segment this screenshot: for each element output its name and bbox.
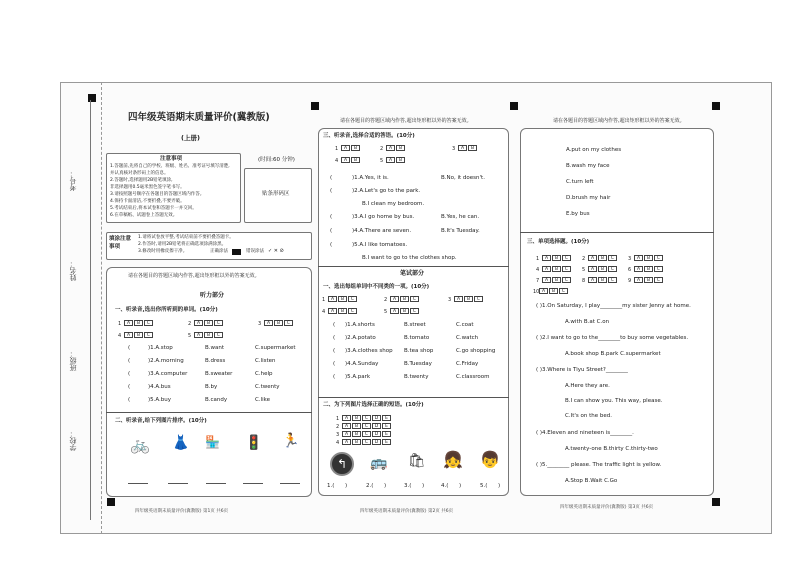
written-heading: 笔试部分 — [400, 270, 425, 277]
option-a: )3.A.clothes shop — [345, 348, 393, 354]
row-paren: ( — [128, 384, 131, 390]
registration-mark — [712, 498, 720, 506]
option-box-a[interactable]: A — [542, 255, 551, 261]
notes-line: 3.请按照题号顺序在各题目的答题区域内作答。 — [110, 192, 205, 197]
binding-line — [90, 100, 91, 520]
bicycle-icon: 🚲 — [130, 435, 150, 454]
phrase-choice: D.brush my hair — [566, 195, 611, 201]
answer-slot: ) — [422, 483, 425, 489]
exam-title: 四年级英语期末质量评价(冀教版) — [128, 112, 270, 123]
answer-group — [536, 255, 572, 262]
question-number: 2 — [380, 145, 384, 152]
row-paren: ( — [333, 361, 336, 367]
question-number: 1 — [118, 320, 122, 327]
option-a: )4.A.Sunday — [345, 361, 379, 367]
option-a: )1.A.Yes, it is. — [352, 175, 389, 181]
row-paren: ( — [330, 188, 333, 194]
option-box-c[interactable]: C — [362, 423, 371, 429]
traffic-light-icon: 🚦 — [245, 435, 263, 451]
question-number: 9 — [628, 277, 632, 284]
option-box-d[interactable]: D — [372, 415, 381, 421]
option-box-c[interactable]: C — [362, 431, 371, 437]
supermarket-icon: 🏪 — [205, 435, 220, 449]
notes-line: 非选择题用0.5毫米黑色签字笔书写。 — [110, 185, 185, 190]
row-paren: ( — [333, 374, 336, 380]
registration-mark — [107, 498, 115, 506]
correct-fill-label: 正确涂法 — [210, 249, 228, 254]
s4-heading: 一、选出每组单词中不同类的一项。(10分) — [323, 284, 430, 290]
option-box-a[interactable]: A — [342, 439, 351, 445]
warn-text-1: 请在各题目的答题区域内作答,超出矩形框以外的答案无效。 — [128, 273, 260, 279]
option-b: B.sweater — [205, 371, 233, 377]
question-number: 2 — [384, 296, 388, 303]
answer-blank — [128, 483, 148, 484]
question-number: 3 — [628, 255, 632, 262]
answer-slot: 5.( — [480, 483, 488, 489]
option-box-a[interactable]: A — [386, 145, 395, 151]
option-box-a[interactable]: A — [341, 157, 350, 163]
option-b: B.by — [205, 384, 218, 390]
option-b: B.tea shop — [404, 348, 434, 354]
correct-fill-example — [232, 249, 241, 255]
question-number: 1 — [335, 145, 339, 152]
option-box-b[interactable]: B — [400, 296, 409, 302]
answer-group — [536, 277, 572, 284]
option-a: )3.A.I go home by bus. — [352, 214, 415, 220]
answer-group — [582, 255, 618, 262]
question-stem: ( )4.Eleven and nineteen is________. — [536, 430, 634, 436]
fill-label: 填涂注意事项 — [109, 236, 132, 250]
option-a: )5.A.park — [345, 374, 371, 380]
option-b: B.twenty — [404, 374, 429, 380]
question-stem: ( )3.Where is Tiyu Street?________ — [536, 367, 628, 373]
answer-group — [582, 277, 618, 284]
answer-group — [452, 145, 478, 152]
question-stem: ( )2.I want to go to the________to buy some vegetables. — [536, 335, 689, 341]
question-number: 1 — [536, 255, 540, 262]
registration-mark — [311, 102, 319, 110]
s1-heading: 一、听录音,选出你所听到的单词。(10分) — [115, 307, 218, 313]
answer-group — [336, 439, 392, 446]
option-box-b[interactable]: B — [352, 431, 361, 437]
answer-group — [582, 266, 618, 273]
question-number: 2 — [336, 423, 340, 430]
option-c: C.listen — [255, 358, 276, 364]
notes-line: 2.答题时,选择题用2B铅笔填涂, — [110, 178, 173, 183]
answer-group — [258, 320, 294, 327]
row-paren: ( — [330, 228, 333, 234]
question-number: 1 — [336, 415, 340, 422]
option-box-b[interactable]: B — [338, 296, 347, 302]
answer-blank — [206, 483, 226, 484]
option-b: B.No, it doesn't. — [441, 175, 485, 181]
option-box-a[interactable]: A — [588, 266, 597, 272]
answer-group — [335, 145, 361, 152]
option-a: )2.A.Let's go to the park. — [352, 188, 421, 194]
question-number: 4 — [336, 439, 340, 446]
question-number: 2 — [188, 320, 192, 327]
option-a: )3.A.computer — [148, 371, 188, 377]
option-box-a[interactable]: A — [634, 277, 643, 283]
option-box-b[interactable]: B — [464, 296, 473, 302]
row-paren: ( — [333, 335, 336, 341]
option-a: )2.A.potato — [345, 335, 376, 341]
option-box-b[interactable]: B — [351, 157, 360, 163]
question-number: 2 — [582, 255, 586, 262]
s3-heading: 三、听录音,选择合适的答语。(10分) — [323, 133, 415, 139]
divider — [106, 412, 312, 413]
option-c: C.watch — [456, 335, 479, 341]
option-box-c[interactable]: C — [284, 320, 293, 326]
option-box-b[interactable]: B — [552, 277, 561, 283]
option-box-b[interactable]: B — [134, 332, 143, 338]
fill-text-2: 2.作答时,请用2B铅笔将正确选项涂满涂黑。 — [138, 242, 227, 247]
option-box-c[interactable]: C — [348, 308, 357, 314]
option-b: B.street — [404, 322, 426, 328]
option-box-a[interactable]: A — [390, 308, 399, 314]
option-box-a[interactable]: A — [328, 308, 337, 314]
answer-blank — [243, 483, 263, 484]
binding-margin — [60, 82, 102, 534]
notes-line: 并认真核对条形码上的信息。 — [110, 171, 169, 176]
phrase-choice: C.turn left — [566, 179, 594, 185]
answer-group — [448, 296, 484, 303]
question-number: 5 — [582, 266, 586, 273]
exam-subtitle: (上册) — [181, 134, 200, 142]
wrong-fill-label: 错误涂法 — [246, 249, 264, 254]
option-c: C.twenty — [255, 384, 280, 390]
question-options: A.with B.at C.on — [565, 319, 610, 325]
answer-group — [335, 157, 361, 164]
option-b: B.tomato — [404, 335, 430, 341]
option-box-b[interactable]: B — [468, 145, 477, 151]
option-box-a[interactable]: A — [124, 320, 133, 326]
option-box-b[interactable]: B — [644, 255, 653, 261]
s2-heading: 二、听录音,给下列图片排序。(10分) — [115, 418, 207, 424]
option-c: C.like — [255, 397, 271, 403]
question-options: A.twenty-one B.thirty C.thirty-two — [565, 446, 658, 452]
option-c: C.supermarket — [255, 345, 296, 351]
option-box-a[interactable]: A — [634, 266, 643, 272]
option-box-c[interactable]: C — [608, 255, 617, 261]
option-box-c[interactable]: C — [410, 308, 419, 314]
option-box-a[interactable]: A — [124, 332, 133, 338]
answer-group — [380, 145, 406, 152]
divider — [520, 232, 714, 233]
answer-group — [533, 288, 569, 295]
question-number: 4 — [335, 157, 339, 164]
answer-slot: ) — [384, 483, 387, 489]
notes-line: 4.保持卡面清洁,不要折叠,不要弄破。 — [110, 199, 185, 204]
option-box-a[interactable]: A — [194, 332, 203, 338]
phrase-choice: A.put on my clothes — [566, 147, 622, 153]
option-box-c[interactable]: C — [144, 332, 153, 338]
option-box-a[interactable]: A — [542, 266, 551, 272]
option-box-b[interactable]: B — [204, 320, 213, 326]
divider — [318, 397, 509, 398]
option-box-a[interactable]: A — [264, 320, 273, 326]
option-box-b[interactable]: B — [396, 145, 405, 151]
answer-group — [336, 415, 392, 422]
option-box-b[interactable]: B — [338, 308, 347, 314]
row-paren: ( — [333, 348, 336, 354]
option-box-c[interactable]: C — [608, 266, 617, 272]
s5-heading: 二、为下列图片选择正确的短语。(10分) — [323, 402, 424, 408]
option-box-c[interactable]: C — [214, 320, 223, 326]
page-1-footer: 四年级英语期末质量评价(冀教版) 第1页 共6页 — [135, 509, 229, 514]
option-box-c[interactable]: C — [362, 439, 371, 445]
answer-group — [384, 296, 420, 303]
phrase-choice: B.wash my face — [566, 163, 610, 169]
listening-heading: 听力部分 — [200, 292, 225, 299]
row-paren: ( — [128, 397, 131, 403]
dress-icon: 👗 — [172, 435, 190, 451]
notes-line: 1.答题前,先将自己的学校、班级、姓名、准考证号填写清楚, — [110, 164, 230, 169]
option-box-b[interactable]: B — [274, 320, 283, 326]
option-box-b[interactable]: B — [396, 157, 405, 163]
option-box-d[interactable]: D — [372, 431, 381, 437]
question-number: 3 — [258, 320, 262, 327]
option-box-c[interactable]: C — [608, 277, 617, 283]
question-stem: ( )1.On Saturday, I play________my sister Jenny at home. — [536, 303, 691, 309]
option-b: B.dress — [205, 358, 226, 364]
option-box-a[interactable]: A — [539, 288, 548, 294]
option-box-c[interactable]: C — [474, 296, 483, 302]
option-a: B.I clean my bedroom. — [362, 201, 425, 207]
option-c: C.classroom — [456, 374, 490, 380]
question-number: 5 — [384, 308, 388, 315]
turn-left-sign-icon: ↰ — [330, 452, 354, 476]
fill-text-3: 3.修改时用橡皮擦干净。 — [138, 249, 188, 254]
option-box-a[interactable]: A — [194, 320, 203, 326]
question-number: 4 — [322, 308, 326, 315]
option-b: B.Yes, he can. — [441, 214, 480, 220]
option-box-c[interactable]: C — [144, 320, 153, 326]
option-box-e[interactable]: E — [382, 431, 391, 437]
option-b: B.Tuesday — [404, 361, 432, 367]
option-box-a[interactable]: A — [341, 145, 350, 151]
option-box-b[interactable]: B — [134, 320, 143, 326]
answer-group — [536, 266, 572, 273]
option-box-a[interactable]: A — [588, 255, 597, 261]
fill-text-1: 1.请将试卷放平整,考试结束前不要折叠答题卡。 — [138, 235, 234, 240]
option-box-b[interactable]: B — [552, 266, 561, 272]
option-box-a[interactable]: A — [342, 423, 351, 429]
option-box-a[interactable]: A — [458, 145, 467, 151]
option-box-a[interactable]: A — [342, 415, 351, 421]
option-a: )5.A.I like tomatoes. — [352, 242, 408, 248]
option-b: B.want — [205, 345, 225, 351]
option-b: B.It's Tuesday. — [441, 228, 480, 234]
option-box-c[interactable]: C — [348, 296, 357, 302]
option-a: )4.A.bus — [148, 384, 171, 390]
option-box-a[interactable]: A — [634, 255, 643, 261]
answer-group — [188, 320, 224, 327]
barcode-label: 贴条形码区 — [262, 191, 290, 197]
time-label: (时间:60 分钟) — [258, 157, 295, 163]
option-box-a[interactable]: A — [588, 277, 597, 283]
option-box-a[interactable]: A — [342, 431, 351, 437]
option-c: C.Friday — [456, 361, 479, 367]
option-a: )4.A.There are seven. — [352, 228, 412, 234]
answer-slot: 2.( — [366, 483, 374, 489]
answer-group — [322, 308, 358, 315]
option-box-c[interactable]: C — [654, 255, 663, 261]
option-box-b[interactable]: B — [598, 266, 607, 272]
option-box-c[interactable]: C — [654, 266, 663, 272]
option-box-a[interactable]: A — [542, 277, 551, 283]
question-stem: B.I can show you. This way, please. — [565, 398, 663, 404]
answer-group — [384, 308, 420, 315]
registration-mark — [712, 102, 720, 110]
row-paren: ( — [330, 175, 333, 181]
question-number: 10 — [533, 288, 540, 295]
page-3-panel — [520, 128, 714, 496]
row-paren: ( — [128, 345, 131, 351]
warn-text-2: 请在各题目的答题区域内作答,超出矩形框以外的答案无效。 — [340, 118, 472, 124]
option-b: B.candy — [205, 397, 228, 403]
playing-icon: 🏃 — [282, 433, 300, 449]
answer-group — [322, 296, 358, 303]
row-paren: ( — [128, 371, 131, 377]
notes-title: 注意事项 — [160, 156, 183, 162]
page-2-footer: 四年级英语期末质量评价(冀教版) 第2页 共6页 — [360, 509, 454, 514]
option-box-b[interactable]: B — [644, 277, 653, 283]
question-number: 4 — [118, 332, 122, 339]
row-paren: ( — [330, 214, 333, 220]
answer-group — [380, 157, 406, 164]
option-a: )5.A.buy — [148, 397, 172, 403]
answer-group — [336, 431, 392, 438]
question-stem: ( )5.________ please. The traffic light is yellow. — [536, 462, 662, 468]
answer-group — [188, 332, 224, 339]
question-number: 7 — [536, 277, 540, 284]
option-box-b[interactable]: B — [352, 415, 361, 421]
question-number: 8 — [582, 277, 586, 284]
answer-group — [118, 320, 154, 327]
answer-slot: 1.( — [327, 483, 335, 489]
option-box-c[interactable]: C — [410, 296, 419, 302]
option-a: B.I want to go to the clothes shop. — [362, 255, 457, 261]
answer-slot: 4.( — [441, 483, 449, 489]
option-a: )1.A.shorts — [345, 322, 375, 328]
option-box-c[interactable]: C — [562, 277, 571, 283]
school-label: 学校： — [69, 430, 77, 451]
answer-group — [336, 423, 392, 430]
answer-group — [628, 277, 664, 284]
boy-icon: 👦 — [480, 450, 500, 469]
option-box-c[interactable]: C — [559, 288, 568, 294]
option-box-b[interactable]: B — [598, 255, 607, 261]
option-c: C.help — [255, 371, 273, 377]
answer-slot: 3.( — [404, 483, 412, 489]
option-box-d[interactable]: D — [372, 423, 381, 429]
warn-text-3: 请在各题目的答题区域内作答,超出矩形框以外的答案无效。 — [553, 118, 685, 124]
shopping-icon: 🛍 — [408, 453, 426, 469]
option-box-b[interactable]: B — [644, 266, 653, 272]
notes-line: 6.在草稿纸、试题卷上答题无效。 — [110, 213, 178, 218]
option-box-e[interactable]: E — [382, 439, 391, 445]
option-box-e[interactable]: E — [382, 415, 391, 421]
answer-slot: ) — [459, 483, 462, 489]
option-box-c[interactable]: C — [362, 415, 371, 421]
option-box-c[interactable]: C — [562, 266, 571, 272]
question-stem: C.It's on the bed. — [565, 413, 612, 419]
answer-group — [118, 332, 154, 339]
row-paren: ( — [333, 322, 336, 328]
divider — [318, 266, 509, 267]
answer-blank — [168, 483, 188, 484]
notes-line: 5.考试结束后,将本试卷和答题卡一并交回。 — [110, 206, 197, 211]
option-box-c[interactable]: C — [214, 332, 223, 338]
option-box-b[interactable]: B — [400, 308, 409, 314]
option-box-b[interactable]: B — [351, 145, 360, 151]
bus-icon: 🚌 — [370, 455, 388, 471]
option-box-b[interactable]: B — [598, 277, 607, 283]
exam-number-label: 考号： — [69, 170, 77, 191]
s6-heading: 三、单项选择题。(10分) — [527, 239, 590, 245]
option-box-a[interactable]: A — [386, 157, 395, 163]
name-label: 姓名： — [69, 260, 77, 281]
row-paren: ( — [330, 242, 333, 248]
option-a: )2.A.morning — [148, 358, 184, 364]
option-box-b[interactable]: B — [204, 332, 213, 338]
option-box-c[interactable]: C — [562, 255, 571, 261]
option-box-a[interactable]: A — [390, 296, 399, 302]
answer-blank — [280, 483, 300, 484]
wrong-fill-examples: ✓ ✕ ⊘ — [268, 248, 284, 254]
option-box-b[interactable]: B — [552, 255, 561, 261]
question-number: 5 — [188, 332, 192, 339]
option-box-c[interactable]: C — [654, 277, 663, 283]
answer-slot: ) — [498, 483, 501, 489]
question-number: 1 — [322, 296, 326, 303]
answer-group — [628, 266, 664, 273]
girl-icon: 👧 — [443, 450, 463, 469]
option-box-a[interactable]: A — [454, 296, 463, 302]
listening-panel — [106, 267, 312, 497]
option-box-e[interactable]: E — [382, 423, 391, 429]
option-box-b[interactable]: B — [352, 439, 361, 445]
question-number: 3 — [336, 431, 340, 438]
option-box-b[interactable]: B — [549, 288, 558, 294]
option-box-d[interactable]: D — [372, 439, 381, 445]
page-3-footer: 四年级英语期末质量评价(冀教版) 第3页 共6页 — [560, 505, 654, 510]
phrase-choice: E.by bus — [566, 211, 590, 217]
option-box-a[interactable]: A — [328, 296, 337, 302]
option-c: C.coat — [456, 322, 474, 328]
option-box-b[interactable]: B — [352, 423, 361, 429]
question-options: A.book shop B.park C.supermarket — [565, 351, 661, 357]
question-number: 5 — [380, 157, 384, 164]
answer-group — [628, 255, 664, 262]
question-number: 6 — [628, 266, 632, 273]
question-number: 4 — [536, 266, 540, 273]
question-number: 3 — [452, 145, 456, 152]
registration-mark — [510, 102, 518, 110]
question-number: 3 — [448, 296, 452, 303]
class-label: 班级： — [69, 350, 77, 371]
question-options: A.Stop B.Wait C.Go — [565, 478, 618, 484]
question-stem: A.Here they are. — [565, 383, 610, 389]
answer-slot: ) — [345, 483, 348, 489]
row-paren: ( — [128, 358, 131, 364]
option-c: C.go shopping — [456, 348, 496, 354]
option-a: )1.A.stop — [148, 345, 173, 351]
